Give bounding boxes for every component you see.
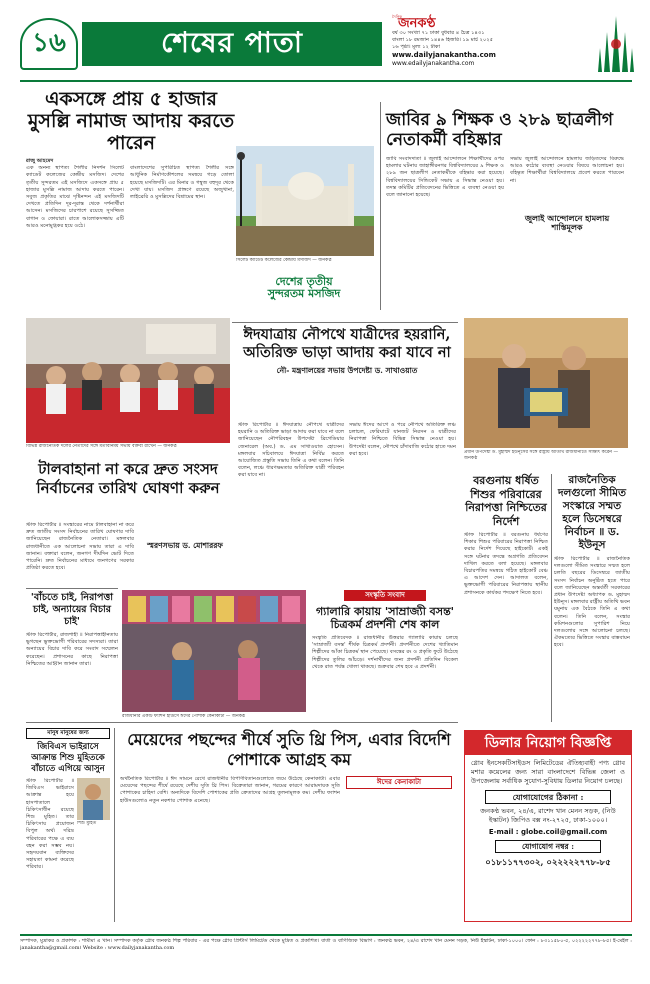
logo-text: জনকণ্ঠ xyxy=(398,16,436,31)
masthead-block xyxy=(392,14,592,76)
girls-headline[interactable]: জিবিএস ভাইরাসে আক্রান্ত শিশু মুহিতকে বাঁচাতে এগিয়ে আসুন xyxy=(31,742,105,774)
yunus-body: স্টাফ রিপোর্টার ॥ রাজনৈতিক দলগুলো সীমিত সংস্কারে সম্মত হলে চলতি বছরের ডিসেম্বরে জাতীয় সংসদ নির্বাচন অনুষ্ঠিত হতে পারে বলে জানিয়েছেন অন্তর্বর্তী সরকারের প্রধান উপদেষ্টা অধ্যাপক ড. মুহাম্মদ ইউনূস। মঙ্গলবার রাষ্ট্রীয় অতিথি ভবন যমুনায় এক বৈঠকে তিনি এ কথা বলেন। তিনি বলেন, সংস্কার কমিশনগুলোর সুপারিশ নিয়ে দলগুলোর সঙ্গে আলোচনা চলছে। ঐকমত্যের ভিত্তিতে সংস্কার বাস্তবায়ন হবে। xyxy=(554,556,630,649)
story-jabi xyxy=(386,110,626,310)
child-photo xyxy=(77,778,110,820)
jabi-body: জাবি সংবাদদাতা ॥ জুলাই আন্দোলনে শিক্ষার্থীদের ওপর হামলার ঘটনায় জাহাঙ্গীরনগর বিশ্ববিদ্যালয়ের ৯ শিক্ষক ও ২৮৯ জন ছাত্রলীগ নেতাকর্মীকে বহিষ্কার করা হয়েছে। বিশ্ববিদ্যালয়ের সিন্ডিকেট সভায় এ সিদ্ধান্ত নেওয়া হয়। তদন্ত কমিটির প্রতিবেদনের ভিত্তিতে এ ব্যবস্থা নেওয়া হয় বলে জানানো হয়েছে। xyxy=(386,156,504,199)
ad-body: গ্লোব ইনসেকটিসাইডস লিমিটেডের ঐতিহ্যবাহী পণ্য গ্লোব মশার কয়েলের জন্য সারা বাংলাদেশে বিভিন্ন জেলা ও উপজেলায় সর্বাধিক সুযোগ-সুবিধায় ডিলার নিয়োগ চলছে। xyxy=(471,759,625,785)
election-subhead: স্মরণসভায় ড. মোশাররফ xyxy=(147,541,223,550)
meeting-photo xyxy=(26,318,230,443)
dignitaries-photo-caption: প্রধান উপদেষ্টা ড. মুহাম্মদ ইউনূসের সঙ্গে রাষ্ট্রীয় অতিথি রাজধানীতে সাক্ষাৎ করেন — জনকণ্ঠ xyxy=(464,450,619,461)
eid-strap: নৌ- মন্ত্রণালয়ের সভায় উপদেষ্টা ড. সাখাওয়াত xyxy=(276,366,418,375)
story-girls xyxy=(26,728,110,928)
eid-headline[interactable]: ঈদযাত্রায় নৌপথে যাত্রীদের হয়রানি, অতিরিক্ত ভাড়া আদায় করা যাবে না xyxy=(243,326,451,361)
section-title: শেষের পাতা xyxy=(160,25,304,59)
logo-small: দৈনিক xyxy=(392,14,403,19)
ad-phone[interactable]: ০১৮১১৭৭৩০২, ০২২২২২৭৭৮-৮৫ xyxy=(485,858,611,868)
election-headline[interactable]: টালবাহানা না করে দ্রুত সংসদ নির্বাচনের তারিখ ঘোষণা করুন xyxy=(36,460,220,497)
story-yunus xyxy=(554,474,630,724)
mosque-photo-caption: সিলেট ক্যাডেট কলেজের কেন্দ্রীয় মসজিদ — জনকণ্ঠ xyxy=(236,258,332,263)
girls-title-box: মানুষ মানুষের জন্য xyxy=(26,728,110,739)
page-header xyxy=(20,14,632,76)
election-body: স্টাফ রিপোর্টার ॥ সংস্কারের নামে টালবাহানা না করে দ্রুত জাতীয় সংসদ নির্বাচনের তারিখ ঘোষণার দাবি জানিয়েছেন রাজনৈতিক নেতারা। মঙ্গলবার রাজধানীতে এক আলোচনা সভায় তারা এ দাবি জানান। বক্তারা বলেন, জনগণ দীর্ঘদিন ভোট দিতে পারেনি। দ্রুত নির্বাচনের মাধ্যমে জনগণের সরকার প্রতিষ্ঠা করতে হবে। xyxy=(26,522,134,572)
eid-body-col2: সভায় ঈদের আগে ও পরে নৌপথে অতিরিক্ত লঞ্চ চলাচল, ফেরিঘাটে যানজট নিরসন ও যাত্রীদের নিরাপত্তা নিশ্চিতে বিভিন্ন সিদ্ধান্ত নেওয়া হয়। উপদেষ্টা বলেন, নৌপথে চাঁদাবাজি কঠোর হাতে দমন করা হবে। xyxy=(349,422,456,457)
child-photo-caption: শিশু মুহিত xyxy=(77,821,97,826)
ad-address-title: যোগাযোগের ঠিকানা : xyxy=(485,790,611,804)
story-justice xyxy=(26,592,118,716)
eid-body: স্টাফ রিপোর্টার ॥ ঈদযাত্রায় নৌপথে যাত্রীদের হয়রানি ও অতিরিক্ত ভাড়া আদায় করা যাবে না বলে জানিয়েছেন নৌপরিবহন উপদেষ্টা ব্রিগেডিয়ার জেনারেল (অব.) ড. এম সাখাওয়াত হোসেন। মঙ্গলবার সচিবালয়ে ঈদযাত্রা নির্বিঘ্ন করতে আয়োজিত প্রস্তুতি সভায় তিনি এ কথা বলেন। তিনি বলেন, লঞ্চে ধারণক্ষমতার অতিরিক্ত যাত্রী পরিবহন করা যাবে না। xyxy=(238,422,344,479)
gallery-label: সংস্কৃতি সংবাদ xyxy=(344,590,426,601)
justice-headline[interactable]: 'বাঁচতে চাই, নিরাপত্তা চাই, অন্যায়ের বিচার চাই' xyxy=(30,592,114,627)
website-1[interactable]: www.dailyjanakantha.com xyxy=(392,51,496,59)
gallery-headline[interactable]: গ্যালারি কায়ায় 'সাম্রাজ্যী বসন্ত' চিত্রকর্ম প্রদর্শনী শেষ কাল xyxy=(315,605,455,631)
story-dress xyxy=(120,730,458,930)
mosque-photo xyxy=(236,146,374,256)
dress-body: অর্থনৈতিক রিপোর্টার ॥ ঈদ সামনে রেখে রাজধানীর বিপণিবিতানগুলোতে জমে উঠেছে কেনাকাটা। এবার মেয়েদের পছন্দের শীর্ষে রয়েছে দেশীয় সুতি থ্রি পিস। বিক্রেতারা জানান, গরমের কারণে আরামদায়ক সুতি পোশাকের চাহিদা বেশি। অন্যদিকে বিদেশি পোশাকের প্রতি ক্রেতাদের আগ্রহ তুলনামূলক কম। দেশীয় ফ্যাশন হাউসগুলোও নতুন নকশার পোশাক এনেছে। xyxy=(120,776,340,804)
prayer-byline: রাজু আহমেদ xyxy=(26,158,54,164)
page-number-badge xyxy=(20,18,78,70)
ad-phone-label: যোগাযোগ নম্বর : xyxy=(495,840,601,853)
prayer-headline[interactable]: একসঙ্গে প্রায় ৫ হাজার মুসল্লি নামাজ আদায় করতে পারেন xyxy=(27,88,235,154)
page-number: ১৬ xyxy=(32,28,66,58)
bargona-body: স্টাফ রিপোর্টার ॥ বরগুনায় ধর্ষণের শিকার শিশুর পরিবারের নিরাপত্তা নিশ্চিত করার নির্দেশ দিয়েছে হাইকোর্ট। একই সঙ্গে ঘটনার তদন্তে অগ্রগতি প্রতিবেদন দাখিল করতে বলা হয়েছে। মঙ্গলবার বিচারপতির সমন্বয়ে গঠিত হাইকোর্ট বেঞ্চ এ আদেশ দেন। আদালত বলেন, ভুক্তভোগী পরিবারের নিরাপত্তায় স্থানীয় প্রশাসনকে কার্যকর পদক্ষেপ নিতে হবে। xyxy=(464,532,548,596)
story-bargona xyxy=(464,474,548,724)
ad-title: ডিলার নিয়োগ বিজ্ঞপ্তি xyxy=(465,731,631,755)
prayer-body: এক অনন্য স্থাপত্য শৈলীর নিদর্শন সিলেট ক্যাডেট কলেজের কেন্দ্রীয় মসজিদ। দেশের তৃতীয় সুন্দরতম এই মসজিদে একসঙ্গে প্রায় ৫ হাজার মুসল্লি নামাজ আদায় করতে পারেন। সবুজ প্রকৃতির মাঝে দৃষ্টিনন্দন এই মসজিদটি দেখতে প্রতিদিন দূর-দূরান্ত থেকে দর্শনার্থীরা আসেন। মসজিদের চারপাশে রয়েছে সুসজ্জিত বাগান ও ফোয়ারা। রাতে আলোকসজ্জায় এটি আরও মনোমুগ্ধকর হয়ে ওঠে। xyxy=(26,165,124,229)
gallery-body: সংস্কৃতি প্রতিবেদক ॥ রাজধানীর উত্তরার গ্যালারি কায়ায় চলছে 'সাম্রাজ্যী বসন্ত' শীর্ষক চিত্রকর্ম প্রদর্শনী। প্রদর্শনীতে দেশের খ্যাতিমান শিল্পীদের আঁকা চিত্রকর্ম স্থান পেয়েছে। বসন্তের রং ও প্রকৃতি ফুটে উঠেছে শিল্পীদের তুলির আঁচড়ে। দর্শনার্থীদের জন্য প্রদর্শনী প্রতিদিন বিকেল থেকে রাত পর্যন্ত খোলা থাকছে। শুক্রবার শেষ হবে এ প্রদর্শনী। xyxy=(312,635,458,670)
election-body-columns xyxy=(26,522,230,582)
ad-address: জনকণ্ঠ ভবন, ২৪/এ, রাশেদ খান মেনন সড়ক, (নিউ ইস্কাটন) জিপিও বক্স নং-২৭২৫, ঢাকা-১০০০। xyxy=(480,807,616,824)
jabi-headline[interactable]: জাবির ৯ শিক্ষক ও ২৮৯ ছাত্রলীগ নেতাকর্মী বহিষ্কার xyxy=(386,110,614,150)
prayer-sidebar xyxy=(236,276,372,316)
meeting-photo-caption: বিভিন্ন রাজনৈতিক দলের নেতাদের সঙ্গে মতবিনিময় সভায় বক্তব্য রাখেন — জনকণ্ঠ xyxy=(26,444,177,449)
jabi-subhead: জুলাই আন্দোলনে হামলায় শাস্তিমূলক xyxy=(524,213,610,232)
logo xyxy=(392,14,592,30)
dress-label: ঈদের কেনাকাটা xyxy=(346,776,452,789)
dress-headline[interactable]: মেয়েদের পছন্দের শীর্ষে সুতি থ্রি পিস, এবার বিদেশি পোশাকে আগ্রহ কম xyxy=(127,730,451,769)
prayer-sidebar-title-2: সুন্দরতম মসজিদ xyxy=(267,287,341,301)
yunus-headline[interactable]: রাজনৈতিক দলগুলো সীমিত সংস্কারে সম্মত হলে ডিসেম্বরে নির্বাচন ॥ ড. ইউনূস xyxy=(557,474,627,551)
issue-line-3: ১৬ পৃষ্ঠা। মূল্য ১২ টাকা xyxy=(392,44,441,50)
section-banner xyxy=(82,22,382,66)
website-2[interactable]: www.edailyjanakantha.com xyxy=(392,60,475,67)
boutique-photo-caption: রাজধানীর একটি ফ্যাশন হাউসে ঈদের পোশাক কেনাকাটা — জনকণ্ঠ xyxy=(122,714,246,719)
jabi-body-col2: সভায় জুলাই আন্দোলনে হামলায় জড়িতদের বিরুদ্ধে আরও কঠোর ব্যবস্থা নেওয়ার বিষয়ে আলোচনা হয়। বহিষ্কৃত শিক্ষার্থীরা বিশ্ববিদ্যালয়ে প্রবেশ করতে পারবেন না। xyxy=(510,156,624,184)
issue-line-2: বাংলা ১৮ রমজান ১৪৪৬ হিজরি। ১৯ মার্চ ২০২৫ xyxy=(392,37,494,43)
footer-imprint: সম্পাদক, মুদ্রাকর ও প্রকাশক : শামীমা এ খান। সম্পাদক কর্তৃক গ্লোব জনকণ্ঠ শিল্প পরিবার - এর পক্ষে গ্লোব প্রিন্টার্স লিমিটেড থেকে মুদ্রিত ও প্রকাশিত। বার্তা ও বাণিজ্যিক বিভাগ : জনকণ্ঠ ভবন, ২৪/এ রাশেদ খান মেনন সড়ক, নিউ ইস্কাটন, ঢাকা-১০০০। ফোন : ৮৩১১৫৮০-৫, ০২২২২২৭৭৮-৮৫। ই-মেইল : janakantha@gmail.com। Website : www.dailyjanakantha.com xyxy=(20,938,632,951)
bargona-headline[interactable]: বরগুনায় ধর্ষিত শিশুর পরিবারের নিরাপত্তা নিশ্চিতের নির্দেশ xyxy=(465,474,547,528)
justice-body: স্টাফ রিপোর্টার, রাজশাহী ॥ নিরাপত্তাহীনতায় ভুগছেন ভুক্তভোগী পরিবারের সদস্যরা। তারা অন্যায়ের বিচার দাবি করে সংবাদ সম্মেলন করেছেন। প্রশাসনের কাছে নিরাপত্তা নিশ্চিতের আহ্বান জানান তারা। xyxy=(26,632,118,667)
dignitaries-photo xyxy=(464,318,628,448)
issue-line-1: বর্ষ ৩০ সংখ্যা ৭১ ঢাকা বুধবার ৪ চৈত্র ১৪৩১ xyxy=(392,30,485,36)
memorial-icon xyxy=(596,14,636,74)
boutique-photo xyxy=(122,590,306,712)
girls-body: স্টাফ রিপোর্টার ॥ জিবিএস ভাইরাসে আক্রান্ত হয়ে হাসপাতালে চিকিৎসাধীন রয়েছে শিশু মুহিত। তার চিকিৎসায় প্রয়োজন বিপুল অর্থ। দরিদ্র পরিবারের পক্ষে এ ব্যয় বহন করা সম্ভব নয়। সহৃদয়বান ব্যক্তিদের সহায়তা কামনা করেছে পরিবার। xyxy=(26,778,74,871)
prayer-body-col2: বাংলাদেশের সুপরিচিত স্থাপত্য শৈলীর সঙ্গে আধুনিক নির্মাণকৌশলের সমন্বয়ে গড়ে তোলা হয়েছে মসজিদটি। এর মিনার ও গম্বুজ বহুদূর থেকে দেখা যায়। মসজিদ প্রাঙ্গণে রয়েছে অজুখানা, লাইব্রেরি ও মুসল্লিদের বিশ্রামের স্থান। xyxy=(130,165,234,201)
prayer-sidebar-title-1: দেশের তৃতীয় xyxy=(275,275,333,288)
dealer-ad[interactable] xyxy=(464,730,632,922)
eid-body-columns xyxy=(238,422,456,586)
ad-email[interactable]: E-mail : globe.coil@gmail.com xyxy=(488,828,608,836)
story-gallery xyxy=(312,590,458,722)
